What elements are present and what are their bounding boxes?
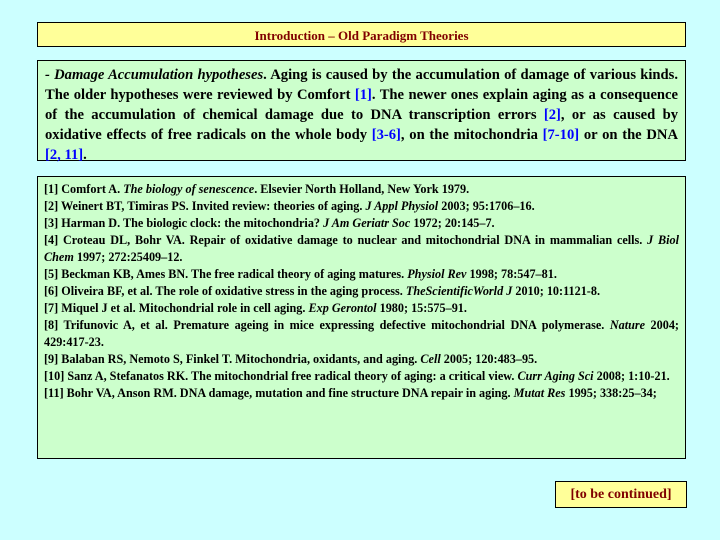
references-list (37, 176, 686, 459)
reference-item: [6] Oliveira BF, et al. The role of oxidative stress in the aging process. TheScientificWorld J 2010; 10:1121-8. (44, 284, 600, 298)
intro-text-3: , or as caused by oxidative effects of free radicals on the whole body (45, 107, 678, 143)
reference-item: [3] Harman D. The biologic clock: the mitochondria? J Am Geriatr Soc 1972; 20:145–7. (44, 216, 495, 230)
reference-item: [9] Balaban RS, Nemoto S, Finkel T. Mitochondria, oxidants, and aging. Cell 2005; 120:483–95. (44, 352, 538, 366)
intro-text-4: , on the mitochondria (400, 127, 543, 143)
citation-5: [2, 11] (45, 147, 84, 163)
reference-item: [4] Croteau DL, Bohr VA. Repair of oxidative damage to nuclear and mitochondrial DNA in mammalian cells. J Biol Chem 1997; 272:25409–12. (44, 233, 680, 264)
slide-title: Introduction – Old Paradigm Theories (37, 22, 686, 47)
citation-3: [3-6] (371, 127, 401, 143)
intro-lead: - Damage Accumulation hypotheses (45, 67, 264, 83)
reference-item: [5] Beckman KB, Ames BN. The free radical theory of aging matures. Physiol Rev 1998; 78:547–81. (44, 267, 557, 281)
reference-item: [2] Weinert BT, Timiras PS. Invited review: theories of aging. J Appl Physiol 2003; 95:1706–16. (44, 199, 535, 213)
intro-text-6: . (83, 147, 87, 163)
intro-paragraph (37, 60, 686, 161)
intro-text-5: or on the DNA (579, 127, 678, 143)
reference-item: [10] Sanz A, Stefanatos RK. The mitochondrial free radical theory of aging: a critical view. Curr Aging Sci 2008; 1:10-21. (44, 369, 670, 383)
citation-1: [1] (354, 87, 372, 103)
continued-label: [to be continued] (555, 481, 687, 508)
reference-item: [8] Trifunovic A, et al. Premature ageing in mice expressing defective mitochondrial DNA polymerase. Nature 2004; 429:417-23. (44, 318, 679, 349)
reference-item: [1] Comfort A. The biology of senescence. Elsevier North Holland, New York 1979. (44, 182, 470, 196)
citation-4: [7-10] (542, 127, 580, 143)
intro-text-1: . Aging is caused by the accumulation of damage of various kinds. The older hypotheses were reviewed by Comfort (45, 67, 678, 103)
reference-item: [7] Miquel J et al. Mitochondrial role in cell aging. Exp Gerontol 1980; 15:575–91. (44, 301, 467, 315)
intro-text-2: . The newer ones explain aging as a consequence of the accumulation of chemical damage due to DNA transcription errors (45, 87, 678, 123)
citation-2: [2] (543, 107, 561, 123)
reference-item: [11] Bohr VA, Anson RM. DNA damage, mutation and fine structure DNA repair in aging. Mutat Res 1995; 338:25–34; (44, 386, 657, 400)
